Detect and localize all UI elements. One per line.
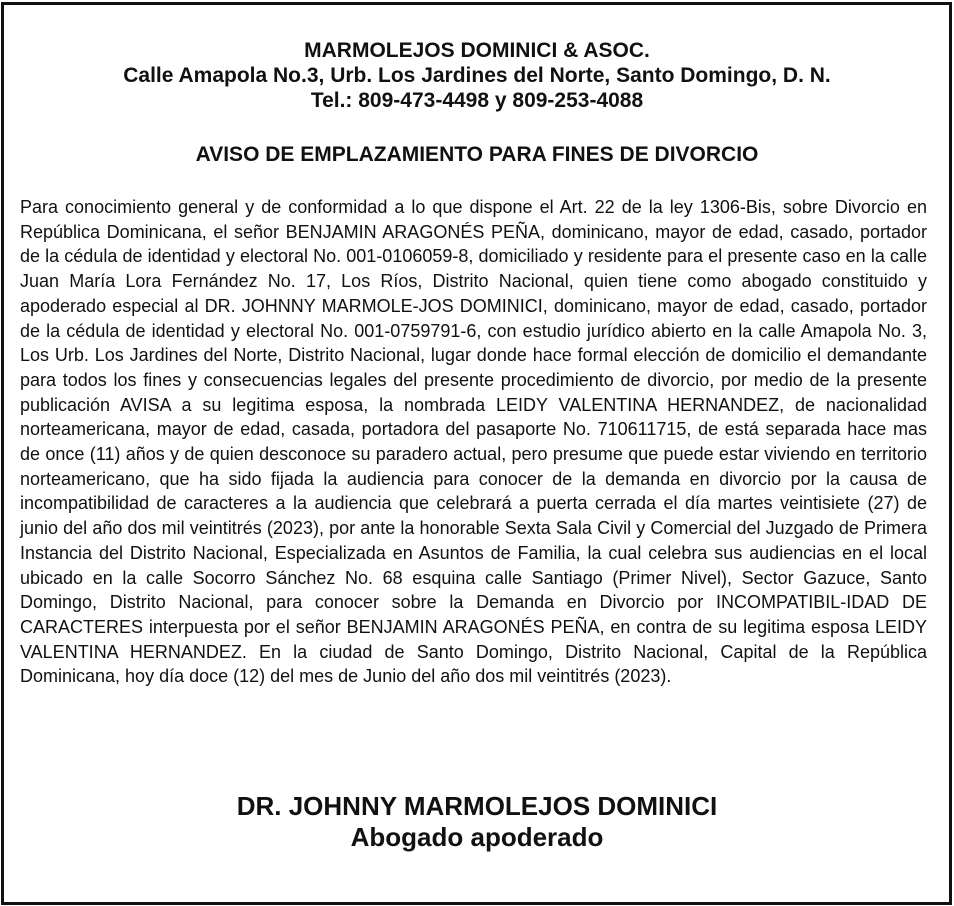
signature-block <box>0 791 954 853</box>
signature-role: Abogado apoderado <box>350 822 604 852</box>
notice-title: AVISO DE EMPLAZAMIENTO PARA FINES DE DIVORCIO <box>195 143 759 166</box>
notice-body: Para conocimiento general y de conformidad a lo que dispone el Art. 22 de la ley 1306-Bis, sobre Divorcio en República Dominicana, el señor BENJAMIN ARAGONÉS PEÑA, dominicano, mayor de edad, casado, portador de la cédula de identidad y electoral No. 001-0106059-8, domiciliado y residente para el presente caso en la calle Juan María Lora Fernández No. 17, Los Ríos, Distrito Nacional, quien tiene como abogado constituido y apoderado especial al DR. JOHNNY MARMOLE-JOS DOMINICI, dominicano, mayor de edad, casado, portador de la cédula de identidad y electoral No. 001-0759791-6, con estudio jurídico abierto en la calle Amapola No. 3, Los Urb. Los Jardines del Norte, Distrito Nacional, lugar donde hace formal elección de domicilio el demandante para todos los fines y consecuencias legales del presente procedimiento de divorcio, por medio de la presente publicación AVISA a su legitima esposa, la nombrada LEIDY VALENTINA HERNANDEZ, de nacionalidad norteamericana, mayor de edad, casada, portadora del pasaporte No. 710611715, de está separada hace mas de once (11) años y de quien desconoce su paradero actual, pero presume que puede estar viviendo en territorio norteamericano, que ha sido fijada la audiencia para conocer de la demanda en divorcio por la causa de incompatibilidad de caracteres a la audiencia que celebrará a puerta cerrada el día martes veintisiete (27) de junio del año dos mil veintitrés (2023), por ante la honorable Sexta Sala Civil y Comercial del Juzgado de Primera Instancia del Distrito Nacional, Especializada en Asuntos de Familia, la cual celebra sus audiencias en el local ubicado en la calle Socorro Sánchez No. 68 esquina calle Santiago (Primer Nivel), Sector Gazuce, Santo Domingo, Distrito Nacional, para conocer sobre la Demanda en Divorcio por INCOMPATIBIL-IDAD DE CARACTERES interpuesta por el señor BENJAMIN ARAGONÉS PEÑA, en contra de su legitima esposa LEIDY VALENTINA HERNANDEZ. En la ciudad de Santo Domingo, Distrito Nacional, Capital de la República Dominicana, hoy día doce (12) del mes de Junio del año dos mil veintitrés (2023). <box>20 197 927 687</box>
firm-address: Calle Amapola No.3, Urb. Los Jardines del Norte, Santo Domingo, D. N. <box>123 64 831 87</box>
firm-name: MARMOLEJOS DOMINICI & ASOC. <box>304 39 650 62</box>
signature-name: DR. JOHNNY MARMOLEJOS DOMINICI <box>236 791 718 821</box>
firm-phones: Tel.: 809-473-4498 y 809-253-4088 <box>310 89 644 112</box>
firm-header <box>0 38 954 113</box>
